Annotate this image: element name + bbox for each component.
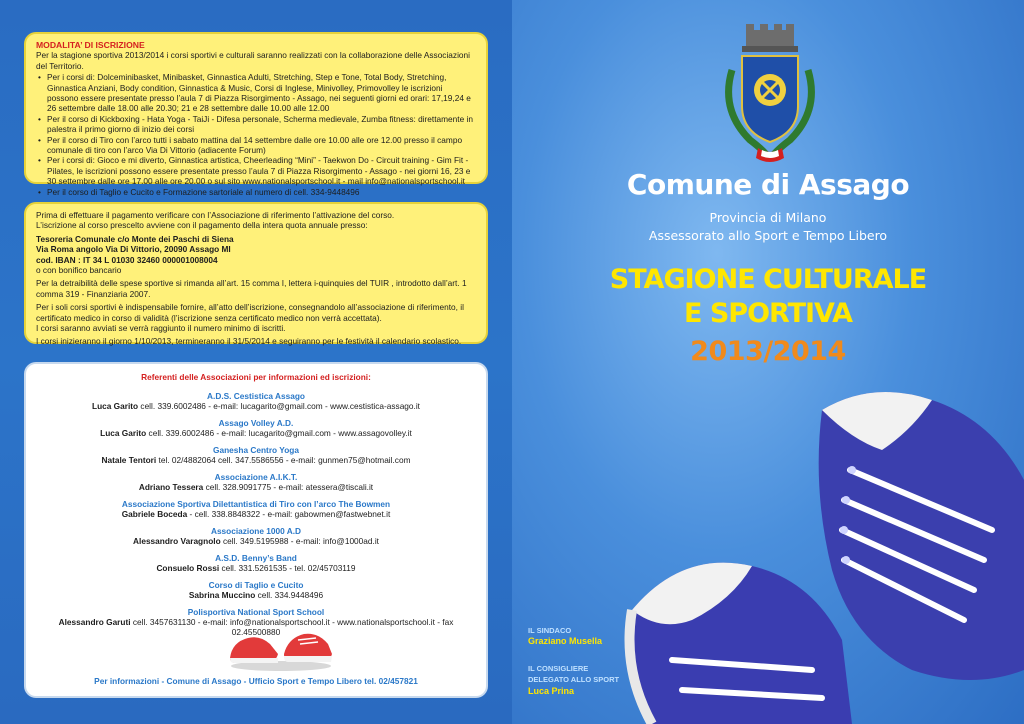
pagamento-p3: Per la detraibilità delle spese sportive si rimanda all’art. 15 comma I, lettera i-quinquies del TUIR , introdotto dall’art. 1 comma 319 - Finanziaria 2007. [36,278,467,299]
provincia-subtitle: Provincia di Milano [709,210,827,225]
assoc-name: Polisportiva National Sport School [187,607,325,617]
consigliere-label: IL CONSIGLIERE [528,664,589,673]
assoc-details: cell. 331.5261535 - tel. 02/45703119 [219,563,356,573]
assoc-name: Associazione 1000 A.D [210,526,302,536]
assoc-details: cell. 3457631130 - e-mail: info@nationalsportschool.it - www.nationalsportschool.it - fax 02.45500880 [130,617,454,637]
assoc-contact [36,590,476,600]
assoc-person: Natale Tentori [101,455,157,465]
assoc-name: A.D.S. Cestistica Assago [207,391,305,401]
pagamento-p2: L’iscrizione al corso prescelto avviene con il pagamento della intera quota annuale presso: [36,220,368,231]
assoc-item [36,499,476,519]
list-item: • Per il corso di Tiro con l’arco tutti i sabato mattina dal 14 settembre dalle ore 10.00 alle ore 12.00 presso il campo comunale di tiro con l’arco Via Di Vittorio (adiacente Forum) [36,135,476,156]
assoc-contact [36,482,476,492]
referenti-header: Referenti delle Associazioni per informazioni ed iscrizioni: [141,372,371,382]
assoc-name: A.S.D. Benny’s Band [215,553,297,563]
pagamento-p4: Per i soli corsi sportivi è indispensabile fornire, all’atto dell’iscrizione, consegnandolo all’associazione di riferimento, il certificato medico in corso di validità (l’iscrizione senza certificato medico non verrà accettata). [36,302,464,323]
assoc-item [36,445,476,465]
assoc-name: Ganesha Centro Yoga [213,445,299,455]
stagione-title-line-1: STAGIONE CULTURALE [609,264,927,295]
assoc-person: Consuelo Rossi [156,563,220,573]
assoc-person: Luca Garito [92,401,139,411]
assoc-item [36,526,476,546]
bank-line-4: o con bonifico bancario [36,265,122,276]
modalita-intro: Per la stagione sportiva 2013/2014 i corsi sportivi e culturali saranno realizzati con la collaborazione delle Associazioni del Territorio. [36,50,470,71]
coat-of-arms-icon [710,20,830,170]
season-year: 2013/2014 [690,336,846,367]
sindaco-name: Graziano Musella [528,636,603,646]
sindaco-label: IL SINDACO [528,626,572,635]
pagamento-p6: I corsi inizieranno il giorno 1/10/2013, termineranno il 31/5/2014 e seguiranno per le festività il calendario scolastico. [36,336,462,347]
footer-info: Per informazioni - Comune di Assago - Ufficio Sport e Tempo Libero tel. 02/457821 [94,676,418,686]
blue-sneakers-image [612,370,1024,724]
assoc-item [36,553,476,573]
assoc-contact [36,536,476,546]
assoc-name: Corso di Taglio e Cucito [208,580,304,590]
pagamento-box [24,202,488,347]
assoc-item [36,418,476,438]
assoc-person: Adriano Tessera [138,482,204,492]
comune-title: Comune di Assago [626,168,910,201]
sneakers-image [226,614,336,674]
assoc-contact [36,563,476,573]
assoc-item [36,391,476,411]
list-item: • Per i corsi di: Gioco e mi diverto, Ginnastica artistica, Cheerleading “Mini” - Taekwon Do - Circuit training - Gim Fit - Pilates, le iscrizioni possono essere presentate presso l’aula 7 di Piazza Risorgimento - Assago - nei giorni 16, 23 e 30 settembre dalle ore 17.00 alle ore 20.00 o sul sito www.nationalsportschool.it - mail info@nationalsportschool.it [36,155,476,186]
pagamento-p5: I corsi saranno avviati se verrà raggiunto il numero minimo di iscritti. [36,323,286,334]
bank-line-2: Via Roma angolo Via Di Vittorio, 20090 Assago MI [36,244,231,255]
modalita-box [24,32,488,197]
referenti-box [24,362,488,698]
consigliere-name: Luca Prina [528,686,575,696]
list-item: • Per i corsi di: Dolceminibasket, Minibasket, Ginnastica Adulti, Stretching, Step e Tone, Total Body, Stretching, Ginnastica Anziani, Body condition, Ginnastica & Music, Corsi di Inglese, Minivolley, Primovolley le iscrizioni possono essere presentate presso l’aula 7 di Piazza Risorgimento - Assago, nei seguenti giorni ed orari: 17,19,24 e 26 settembre dalle 18.00 alle 20.30; 21 e 28 settembre dalle 10.00 alle 12.00 [36,72,476,114]
assoc-details: - cell. 338.8848322 - e-mail: gabowmen@fastwebnet.it [187,509,391,519]
assoc-name: Assago Volley A.D. [218,418,294,428]
stagione-title-line-2: E SPORTIVA [683,298,853,329]
assoc-contact [36,428,476,438]
assoc-contact [36,401,476,411]
assoc-name: Associazione A.I.K.T. [214,472,298,482]
consigliere-role: DELEGATO ALLO SPORT [528,675,620,684]
assoc-person: Luca Garito [100,428,147,438]
assoc-contact [36,509,476,519]
assoc-person: Gabriele Boceda [121,509,188,519]
bank-iban: cod. IBAN : IT 34 L 01030 32460 000001008004 [36,254,218,265]
modalita-title: MODALITA’ DI ISCRIZIONE [36,40,145,50]
assoc-person: Alessandro Varagnolo [133,536,221,546]
bank-line-1: Tesoreria Comunale c/o Monte dei Paschi di Siena [36,233,234,244]
assessorato-subtitle: Assessorato allo Sport e Tempo Libero [648,228,888,243]
assoc-item [36,472,476,492]
assoc-person: Alessandro Garuti [58,617,131,627]
pagamento-p1: Prima di effettuare il pagamento verificare con l’Associazione di riferimento l’attivazione del corso. [36,210,395,220]
assoc-contact [36,455,476,465]
assoc-details: cell. 334.9448496 [255,590,324,600]
assoc-details: cell. 328.9091775 - e-mail: atessera@tiscali.it [203,482,374,492]
modalita-list [36,72,476,197]
list-item: • Per il corso di Taglio e Cucito e Formazione sartoriale al numero di cell. 334-9448496 [36,187,476,197]
assoc-person: Sabrina Muccino [188,590,256,600]
assoc-details: cell. 339.6002486 - e-mail: lucagarito@gmail.com - www.assagovolley.it [146,428,412,438]
assoc-details: tel. 02/4882064 cell. 347.5586556 - e-mail: gunmen75@hotmail.com [156,455,411,465]
assoc-details: cell. 349.5195988 - e-mail: info@1000ad.it [220,536,379,546]
assoc-details: cell. 339.6002486 - e-mail: lucagarito@gmail.com - www.cestistica-assago.it [138,401,420,411]
assoc-name: Associazione Sportiva Dilettantistica di Tiro con l’arco The Bowmen [121,499,391,509]
list-item: • Per il corso di Kickboxing - Hata Yoga - TaiJi - Difesa personale, Scherma medievale, Zumba fitness: direttamente in palestra il primo giorno di inizio dei corsi [36,114,476,135]
assoc-item [36,580,476,600]
right-panel [512,0,1024,724]
